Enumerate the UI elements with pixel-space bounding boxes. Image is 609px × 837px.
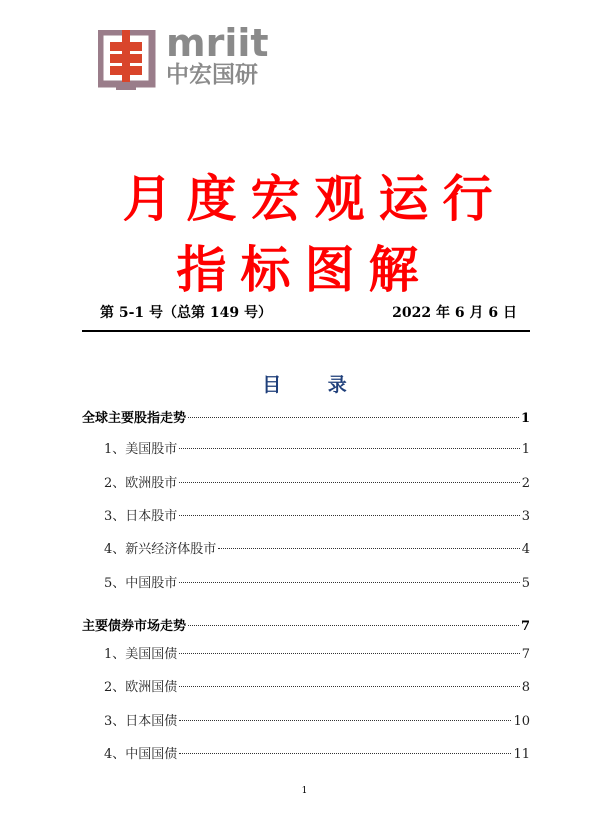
toc-subsection-entry[interactable] bbox=[104, 713, 530, 731]
toc-entry-label: 1、美国国债 bbox=[104, 647, 178, 662]
toc-subsection-entry[interactable] bbox=[104, 475, 530, 493]
toc-title: 目 录 bbox=[262, 374, 367, 396]
toc-entry-page: 7 bbox=[520, 619, 530, 634]
logo-text-cn: 中宏国研 bbox=[166, 62, 258, 88]
toc-subsection-entry[interactable] bbox=[104, 679, 530, 697]
toc-dot-leader bbox=[179, 686, 519, 687]
issue-number: 第 5-1 号（总第 149 号） bbox=[100, 305, 273, 321]
toc-entry-page: 7 bbox=[521, 647, 530, 662]
toc-subsection-entry[interactable] bbox=[104, 575, 530, 593]
logo-mark-icon bbox=[98, 30, 160, 92]
toc-section-entry[interactable] bbox=[82, 410, 530, 428]
header-divider bbox=[82, 330, 530, 332]
toc-dot-leader bbox=[188, 625, 519, 626]
logo bbox=[98, 21, 278, 92]
report-title-line1: 月度宏观运行 bbox=[122, 169, 507, 228]
toc-subsection-entry[interactable] bbox=[104, 508, 530, 526]
toc-subsection-entry[interactable] bbox=[104, 646, 530, 664]
toc-entry-page: 8 bbox=[521, 680, 530, 695]
toc-dot-leader bbox=[179, 448, 519, 449]
toc-dot-leader bbox=[179, 720, 511, 721]
logo-text-en: mriit bbox=[166, 21, 269, 65]
toc-section-entry[interactable] bbox=[82, 618, 530, 636]
toc-entry-label: 3、日本股市 bbox=[104, 509, 178, 524]
toc-entry-label: 主要债券市场走势 bbox=[82, 619, 187, 634]
toc-entry-label: 4、中国国债 bbox=[104, 747, 178, 762]
toc-entry-page: 2 bbox=[521, 476, 530, 491]
toc-dot-leader bbox=[179, 482, 519, 483]
toc-entry-page: 4 bbox=[521, 542, 530, 557]
page-number: 1 bbox=[301, 786, 308, 796]
toc-subsection-entry[interactable] bbox=[104, 746, 530, 764]
toc-dot-leader bbox=[179, 653, 519, 654]
toc-dot-leader bbox=[179, 515, 519, 516]
toc-entry-label: 3、日本国债 bbox=[104, 714, 178, 729]
toc-entry-page: 11 bbox=[513, 747, 530, 762]
toc-entry-label: 4、新兴经济体股市 bbox=[104, 542, 217, 557]
toc-dot-leader bbox=[179, 753, 511, 754]
toc-entry-label: 2、欧洲国债 bbox=[104, 680, 178, 695]
toc-entry-page: 1 bbox=[520, 411, 530, 426]
toc-entry-page: 10 bbox=[513, 714, 530, 729]
toc-entry-page: 5 bbox=[521, 576, 530, 591]
report-title-line2: 指标图解 bbox=[176, 240, 433, 299]
toc-entry-page: 3 bbox=[521, 509, 530, 524]
toc-dot-leader bbox=[188, 417, 519, 418]
toc-entry-label: 全球主要股指走势 bbox=[82, 411, 187, 426]
toc-subsection-entry[interactable] bbox=[104, 541, 530, 559]
toc-entry-page: 1 bbox=[521, 442, 530, 457]
toc-subsection-entry[interactable] bbox=[104, 441, 530, 459]
toc-entry-label: 2、欧洲股市 bbox=[104, 476, 178, 491]
issue-date: 2022 年 6 月 6 日 bbox=[392, 305, 517, 321]
toc-entry-label: 1、美国股市 bbox=[104, 442, 178, 457]
toc-dot-leader bbox=[179, 582, 519, 583]
toc-dot-leader bbox=[218, 548, 519, 549]
toc-entry-label: 5、中国股市 bbox=[104, 576, 178, 591]
